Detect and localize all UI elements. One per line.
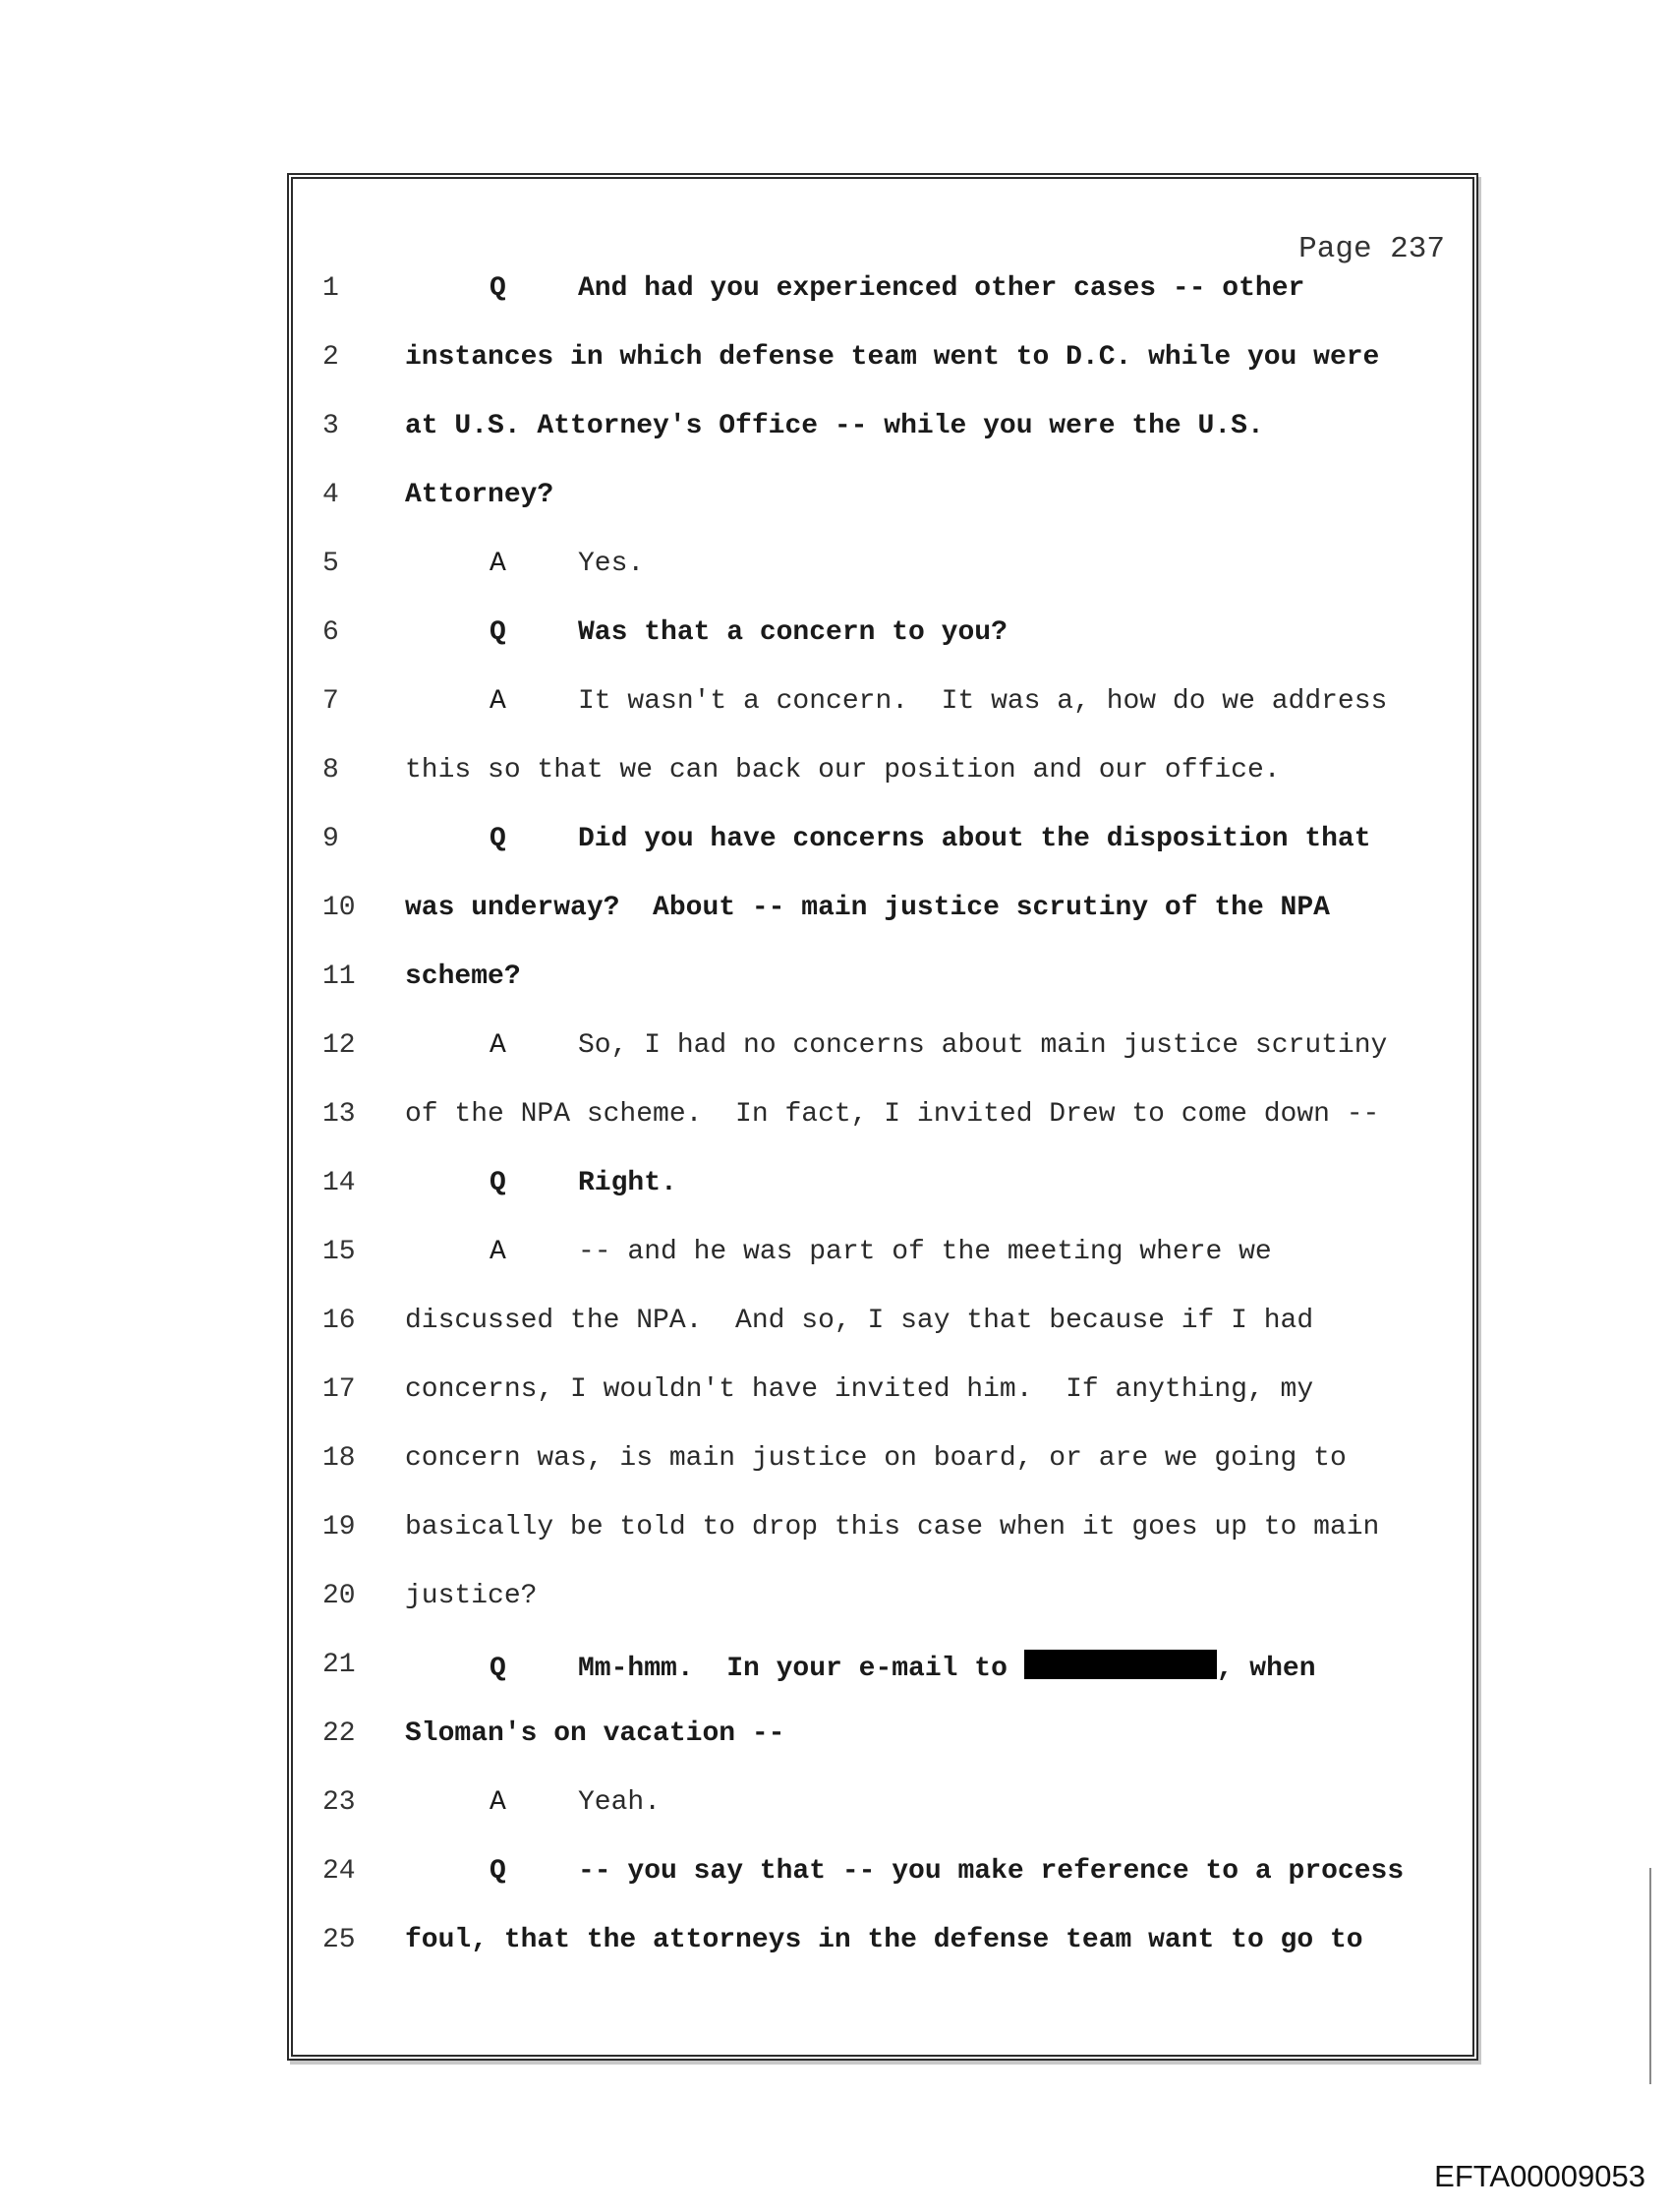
transcript-line xyxy=(293,893,1472,961)
line-text xyxy=(490,1030,1387,1061)
line-number: 6 xyxy=(322,617,339,648)
line-text xyxy=(490,1856,1404,1887)
line-number: 11 xyxy=(322,961,356,992)
transcript-line xyxy=(293,755,1472,824)
speaker-label: Q xyxy=(490,824,506,854)
line-number: 22 xyxy=(322,1718,356,1749)
line-content: this so that we can back our position and our office. xyxy=(405,755,1281,786)
line-content: foul, that the attorneys in the defense team want to go to xyxy=(405,1925,1363,1955)
line-content: So, I had no concerns about main justice scrutiny xyxy=(578,1030,1388,1061)
transcript-lines xyxy=(293,273,1472,1994)
line-number: 2 xyxy=(322,342,339,373)
speaker-label: A xyxy=(490,1030,506,1061)
line-text xyxy=(405,1718,784,1749)
speaker-label: A xyxy=(490,1787,506,1818)
speaker-label: Q xyxy=(490,617,506,648)
line-content: discussed the NPA. And so, I say that because if I had xyxy=(405,1306,1314,1336)
transcript-line xyxy=(293,1168,1472,1237)
line-text xyxy=(490,824,1371,854)
line-text xyxy=(405,1443,1347,1474)
line-text xyxy=(490,686,1387,717)
transcript-line xyxy=(293,1030,1472,1099)
line-text xyxy=(490,617,1008,648)
line-content: of the NPA scheme. In fact, I invited Drew to come down -- xyxy=(405,1099,1380,1130)
line-number: 23 xyxy=(322,1787,356,1818)
line-number: 20 xyxy=(322,1581,356,1611)
transcript-line xyxy=(293,411,1472,480)
transcript-line xyxy=(293,1237,1472,1306)
line-content: Was that a concern to you? xyxy=(578,617,1008,648)
line-content: Yeah. xyxy=(578,1787,662,1818)
speaker-label: Q xyxy=(490,1168,506,1198)
transcript-line xyxy=(293,1581,1472,1650)
line-text xyxy=(490,1650,1316,1684)
transcript-line xyxy=(293,342,1472,411)
line-content: Sloman's on vacation -- xyxy=(405,1718,785,1749)
line-content: justice? xyxy=(405,1581,538,1611)
line-content: And had you experienced other cases -- other xyxy=(578,273,1305,304)
line-number: 8 xyxy=(322,755,339,786)
line-number: 9 xyxy=(322,824,339,854)
line-content: Did you have concerns about the disposition that xyxy=(578,824,1371,854)
transcript-line xyxy=(293,961,1472,1030)
line-number: 4 xyxy=(322,480,339,510)
line-number: 10 xyxy=(322,893,356,923)
line-content: concerns, I wouldn't have invited him. If anything, my xyxy=(405,1374,1314,1405)
transcript-page-frame xyxy=(287,173,1478,2061)
scan-edge-mark xyxy=(1649,1868,1651,2084)
transcript-line xyxy=(293,1306,1472,1374)
line-content: Yes. xyxy=(578,549,645,579)
line-text xyxy=(405,755,1281,786)
transcript-line xyxy=(293,1856,1472,1925)
line-content: basically be told to drop this case when it goes up to main xyxy=(405,1512,1380,1543)
transcript-line xyxy=(293,686,1472,755)
redaction-block xyxy=(1024,1650,1217,1679)
line-number: 17 xyxy=(322,1374,356,1405)
transcript-line xyxy=(293,1650,1472,1718)
line-number: 5 xyxy=(322,549,339,579)
line-content: It wasn't a concern. It was a, how do we address xyxy=(578,686,1388,717)
transcript-line xyxy=(293,1787,1472,1856)
line-text xyxy=(405,342,1379,373)
line-text xyxy=(490,549,644,579)
line-text xyxy=(405,480,553,510)
speaker-label: Q xyxy=(490,1856,506,1887)
line-text xyxy=(490,1237,1272,1267)
line-number: 24 xyxy=(322,1856,356,1887)
line-content: Right. xyxy=(578,1168,677,1198)
line-content: Mm-hmm. In your e-mail to xyxy=(578,1654,1024,1684)
line-number: 25 xyxy=(322,1925,356,1955)
line-content: -- and he was part of the meeting where we xyxy=(578,1237,1272,1267)
line-text xyxy=(405,893,1330,923)
speaker-label: A xyxy=(490,686,506,717)
line-text xyxy=(405,1374,1313,1405)
line-text xyxy=(405,961,521,992)
line-content: concern was, is main justice on board, or are we going to xyxy=(405,1443,1347,1474)
line-number: 12 xyxy=(322,1030,356,1061)
speaker-label: A xyxy=(490,1237,506,1267)
transcript-line xyxy=(293,549,1472,617)
line-content: was underway? About -- main justice scrutiny of the NPA xyxy=(405,893,1330,923)
line-number: 1 xyxy=(322,273,339,304)
line-number: 16 xyxy=(322,1306,356,1336)
page-number: Page 237 xyxy=(1298,232,1445,266)
line-content-tail: , when xyxy=(1216,1654,1316,1684)
line-text xyxy=(405,1306,1313,1336)
line-text xyxy=(405,1581,537,1611)
line-number: 3 xyxy=(322,411,339,441)
transcript-line xyxy=(293,1512,1472,1581)
line-number: 18 xyxy=(322,1443,356,1474)
line-text xyxy=(490,1787,661,1818)
line-content: instances in which defense team went to D.C. while you were xyxy=(405,342,1380,373)
line-text xyxy=(405,1512,1379,1543)
line-number: 14 xyxy=(322,1168,356,1198)
transcript-line xyxy=(293,480,1472,549)
line-content: -- you say that -- you make reference to a process xyxy=(578,1856,1405,1887)
line-text xyxy=(490,273,1304,304)
transcript-line xyxy=(293,824,1472,893)
line-content: scheme? xyxy=(405,961,521,992)
line-number: 19 xyxy=(322,1512,356,1543)
line-text xyxy=(405,1925,1363,1955)
speaker-label: A xyxy=(490,549,506,579)
transcript-line xyxy=(293,1443,1472,1512)
line-number: 13 xyxy=(322,1099,356,1130)
line-content: at U.S. Attorney's Office -- while you were the U.S. xyxy=(405,411,1264,441)
speaker-label: Q xyxy=(490,273,506,304)
line-text xyxy=(405,411,1264,441)
transcript-line xyxy=(293,273,1472,342)
transcript-line xyxy=(293,1718,1472,1787)
transcript-line xyxy=(293,1925,1472,1994)
speaker-label: Q xyxy=(490,1654,506,1684)
transcript-line xyxy=(293,1099,1472,1168)
line-text xyxy=(490,1168,677,1198)
line-number: 21 xyxy=(322,1650,356,1680)
line-text xyxy=(405,1099,1379,1130)
line-number: 15 xyxy=(322,1237,356,1267)
document-id: EFTA00009053 xyxy=(1434,2159,1645,2193)
transcript-line xyxy=(293,1374,1472,1443)
line-number: 7 xyxy=(322,686,339,717)
transcript-line xyxy=(293,617,1472,686)
line-content: Attorney? xyxy=(405,480,554,510)
